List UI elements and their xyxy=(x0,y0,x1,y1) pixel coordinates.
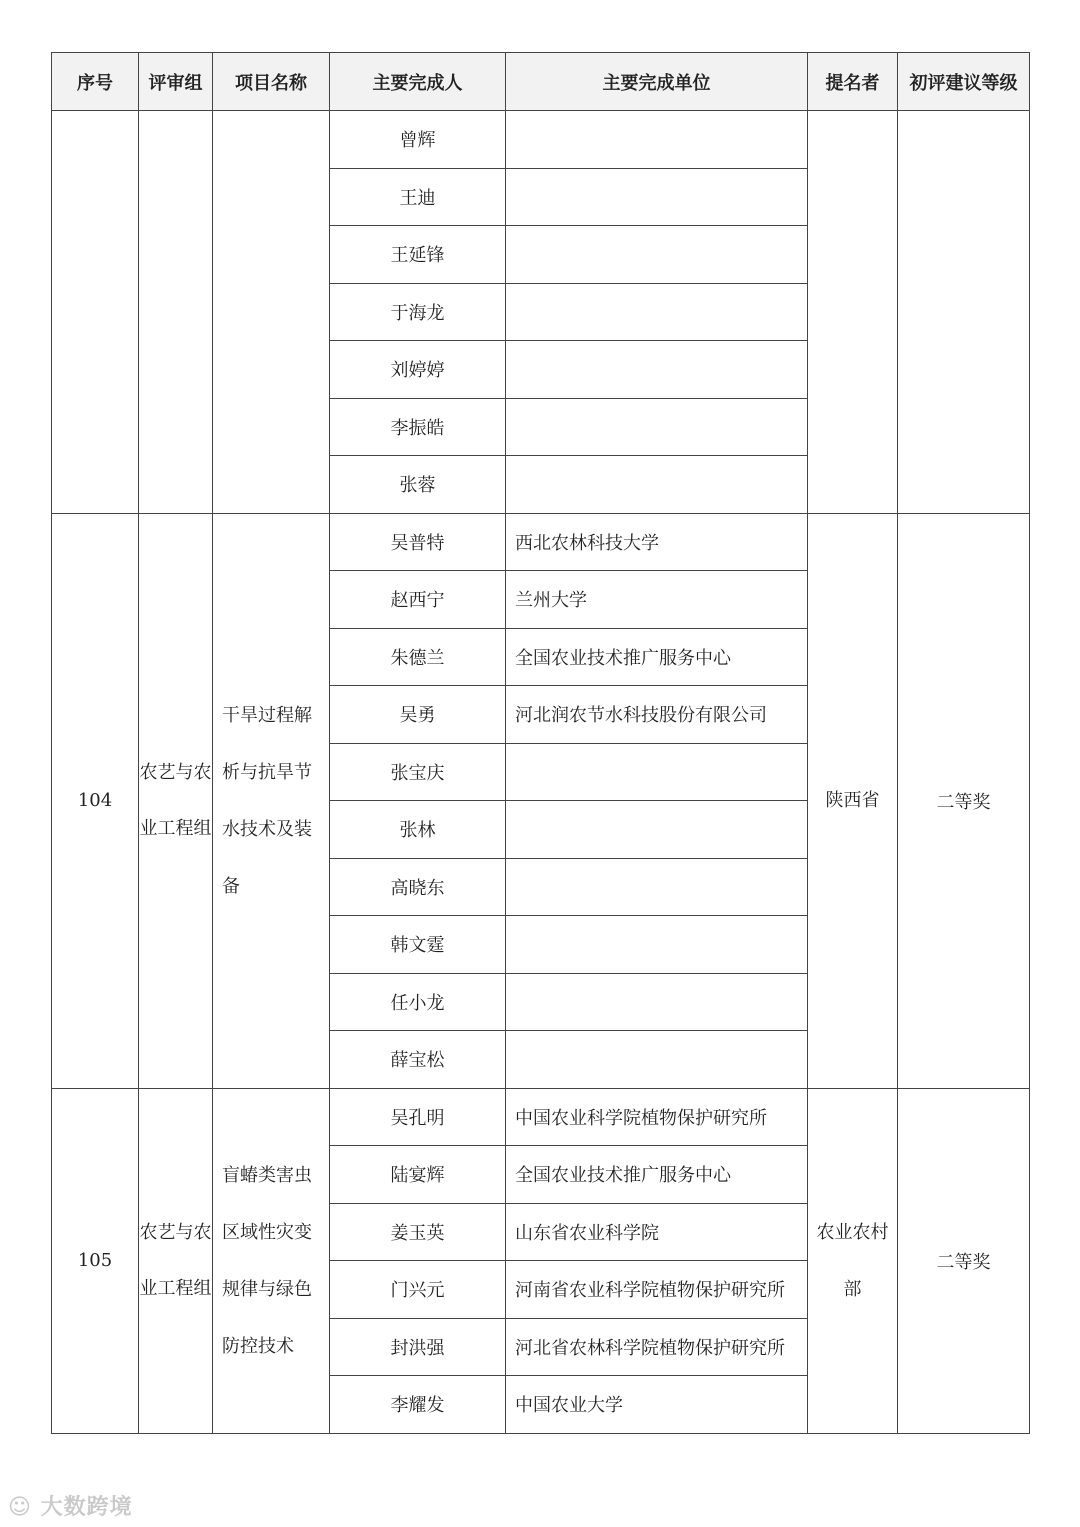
table-row xyxy=(52,513,1030,571)
cell-person: 韩文霆 xyxy=(330,916,506,974)
cell-unit xyxy=(506,226,808,284)
cell-unit: 全国农业技术推广服务中心 xyxy=(506,1146,808,1204)
suggested-grade: 二等奖 xyxy=(898,513,1030,1088)
cell-person: 陆宴辉 xyxy=(330,1146,506,1204)
cell-person: 任小龙 xyxy=(330,973,506,1031)
cell-unit: 西北农林科技大学 xyxy=(506,513,808,571)
cell-project xyxy=(213,111,330,514)
cell-person: 王延锋 xyxy=(330,226,506,284)
project-name: 干旱过程解析与抗旱节水技术及装备 xyxy=(213,513,330,1088)
cell-unit xyxy=(506,973,808,1031)
cell-unit: 河北润农节水科技股份有限公司 xyxy=(506,686,808,744)
review-group: 农艺与农业工程组 xyxy=(139,513,213,1088)
header-grade: 初评建议等级 xyxy=(898,53,1030,111)
table-row xyxy=(52,1088,1030,1146)
review-group: 农艺与农业工程组 xyxy=(139,1088,213,1433)
cell-person: 张蓉 xyxy=(330,456,506,514)
cell-person: 高晓东 xyxy=(330,858,506,916)
cell-person: 张林 xyxy=(330,801,506,859)
cell-unit xyxy=(506,168,808,226)
watermark-text: 大数跨境 xyxy=(40,1495,133,1520)
header-person: 主要完成人 xyxy=(330,53,506,111)
project-name: 盲蝽类害虫区域性灾变规律与绿色防控技术 xyxy=(213,1088,330,1433)
cell-unit: 中国农业科学院植物保护研究所 xyxy=(506,1088,808,1146)
watermark-icon: ☺ xyxy=(8,1495,41,1520)
cell-person: 于海龙 xyxy=(330,283,506,341)
cell-group xyxy=(139,111,213,514)
cell-person: 王迪 xyxy=(330,168,506,226)
entry-number: 104 xyxy=(52,513,139,1088)
cell-unit: 全国农业技术推广服务中心 xyxy=(506,628,808,686)
cell-person: 吴普特 xyxy=(330,513,506,571)
cell-unit xyxy=(506,111,808,169)
cell-person: 吴勇 xyxy=(330,686,506,744)
cell-unit xyxy=(506,801,808,859)
cell-person: 姜玉英 xyxy=(330,1203,506,1261)
entry-number: 105 xyxy=(52,1088,139,1433)
cell-person: 吴孔明 xyxy=(330,1088,506,1146)
cell-unit: 河北省农林科学院植物保护研究所 xyxy=(506,1318,808,1376)
cell-nominator xyxy=(808,111,898,514)
cell-person: 朱德兰 xyxy=(330,628,506,686)
nominator: 农业农村部 xyxy=(808,1088,898,1433)
cell-unit xyxy=(506,283,808,341)
header-row xyxy=(52,53,1030,111)
cell-unit xyxy=(506,743,808,801)
cell-unit: 兰州大学 xyxy=(506,571,808,629)
award-table xyxy=(51,52,1030,1434)
header-unit: 主要完成单位 xyxy=(506,53,808,111)
cell-grade xyxy=(898,111,1030,514)
cell-unit xyxy=(506,916,808,974)
cell-person: 刘婷婷 xyxy=(330,341,506,399)
cell-unit xyxy=(506,341,808,399)
cell-person: 门兴元 xyxy=(330,1261,506,1319)
cell-unit xyxy=(506,398,808,456)
cell-unit: 中国农业大学 xyxy=(506,1376,808,1434)
cell-person: 曾辉 xyxy=(330,111,506,169)
cell-person: 李振皓 xyxy=(330,398,506,456)
header-project: 项目名称 xyxy=(213,53,330,111)
cell-unit xyxy=(506,858,808,916)
cell-unit: 河南省农业科学院植物保护研究所 xyxy=(506,1261,808,1319)
cell-unit xyxy=(506,1031,808,1089)
header-no: 序号 xyxy=(52,53,139,111)
header-group: 评审组 xyxy=(139,53,213,111)
watermark-logo xyxy=(8,1490,133,1521)
cell-unit: 山东省农业科学院 xyxy=(506,1203,808,1261)
cell-no xyxy=(52,111,139,514)
cell-person: 赵西宁 xyxy=(330,571,506,629)
nominator: 陕西省 xyxy=(808,513,898,1088)
header-nominator: 提名者 xyxy=(808,53,898,111)
cell-person: 薛宝松 xyxy=(330,1031,506,1089)
table-row xyxy=(52,111,1030,169)
cell-unit xyxy=(506,456,808,514)
cell-person: 李耀发 xyxy=(330,1376,506,1434)
cell-person: 封洪强 xyxy=(330,1318,506,1376)
cell-person: 张宝庆 xyxy=(330,743,506,801)
suggested-grade: 二等奖 xyxy=(898,1088,1030,1433)
